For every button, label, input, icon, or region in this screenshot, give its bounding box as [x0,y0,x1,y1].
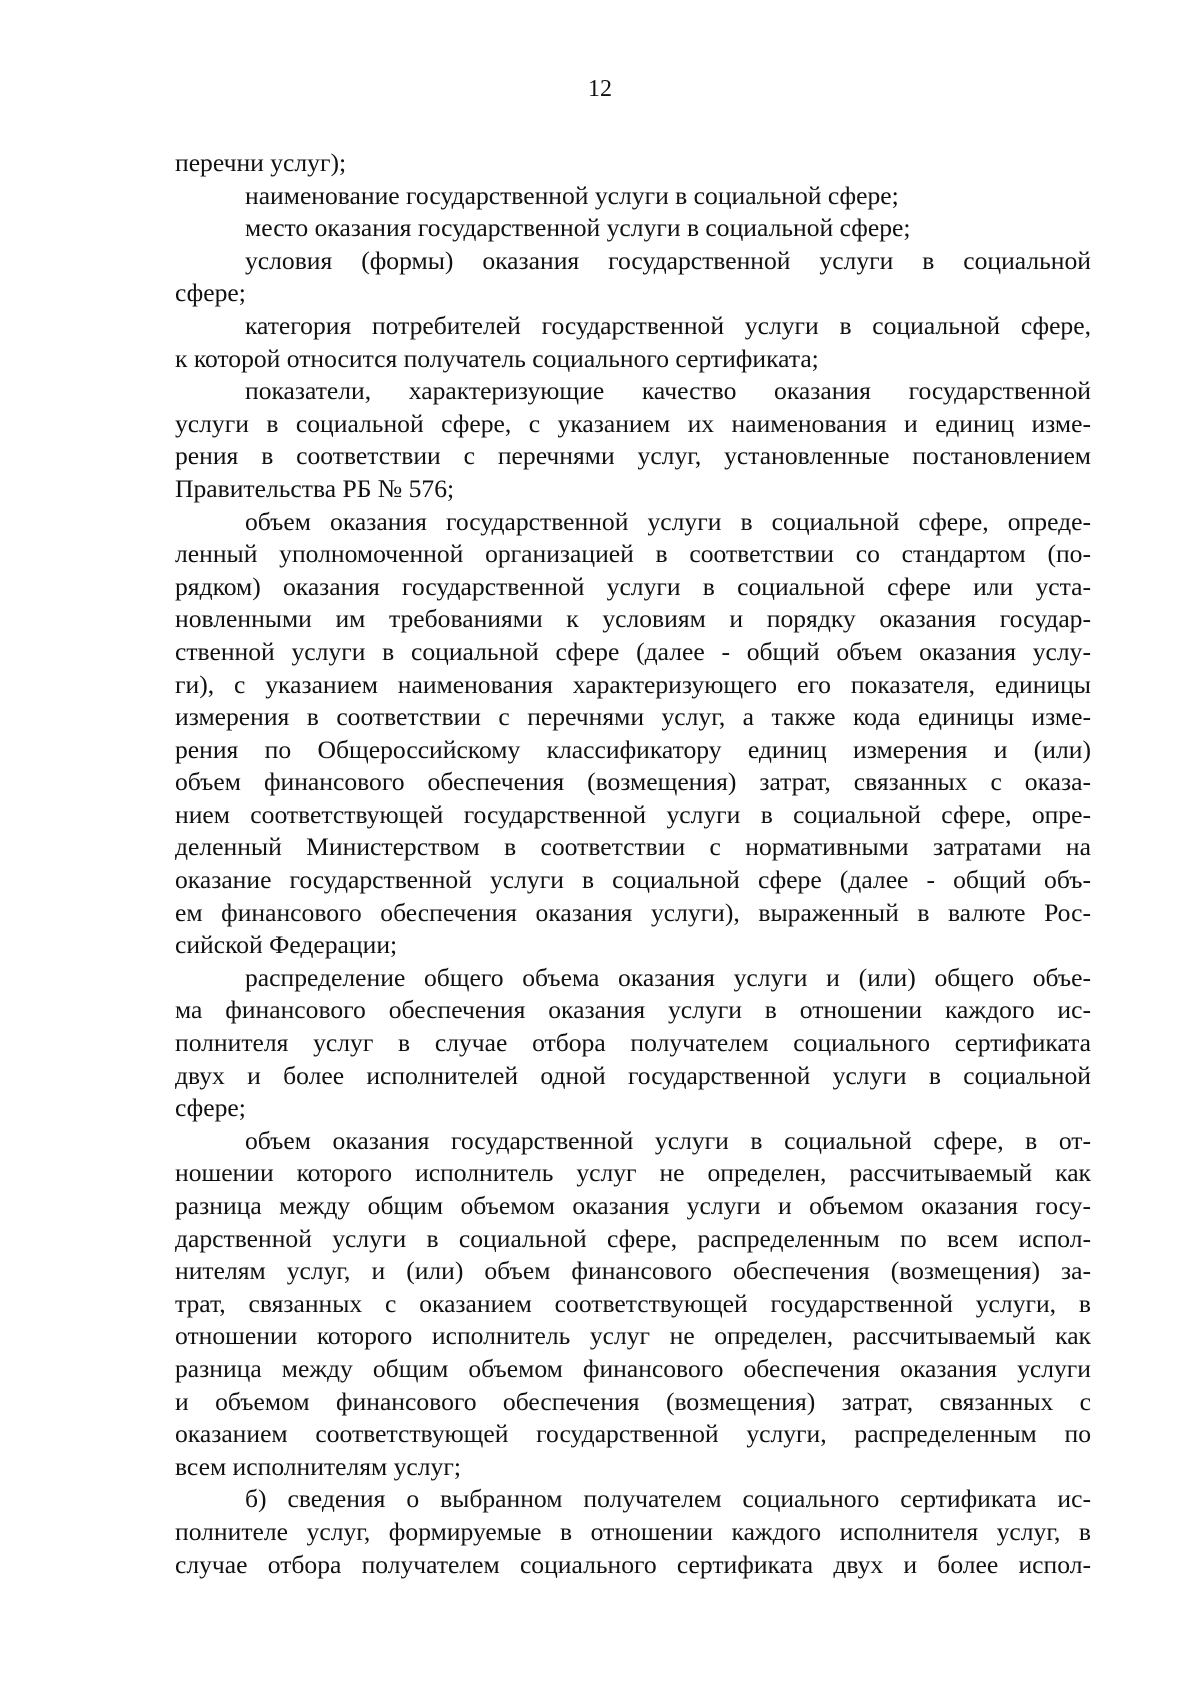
text-line: объем оказания государственной услуги в социальной сфере, в от- [245,1125,1091,1155]
text-line: Правительства РБ № 576; [175,473,455,503]
text-line: распределение общего объема оказания услуги и (или) общего объе- [245,962,1091,992]
text-line: ем финансового обеспечения оказания услуги), выраженный в валюте Рос- [175,897,1091,927]
text-line: ги), с указанием наименования характеризующего его показателя, единицы [175,669,1091,699]
text-line: б) сведения о выбранном получателем социального сертификата ис- [245,1484,1091,1514]
text-line: разница между общим объемом финансового обеспечения оказания услуги [175,1353,1091,1383]
text-line: перечни услуг); [175,148,347,177]
text-line: всем исполнителям услуг; [175,1451,461,1481]
text-line: ношении которого исполнитель услуг не определен, рассчитываемый как [175,1158,1091,1188]
text-line: деленный Министерством в соответствии с нормативными затратами на [175,832,1091,862]
text-line: ма финансового обеспечения оказания услуги в отношении каждого ис- [175,995,1091,1025]
text-line: и объемом финансового обеспечения (возмещения) затрат, связанных с [175,1386,1091,1416]
text-line: полнителе услуг, формируемые в отношении каждого исполнителя услуг, в [175,1516,1091,1546]
text-line: оказание государственной услуги в социальной сфере (далее - общий объ- [175,865,1091,895]
page-number: 12 [588,76,612,102]
text-line: показатели, характеризующие качество оказания государственной [245,376,1091,406]
text-line: место оказания государственной услуги в социальной сфере; [245,213,911,243]
text-line: рения в соответствии с перечнями услуг, установленные постановлением [175,441,1091,471]
text-line: условия (формы) оказания государственной услуги в социальной [245,245,1091,275]
text-line: измерения в соответствии с перечнями услуг, а также кода единицы изме- [175,702,1091,732]
text-line: ственной услуги в социальной сфере (далее - общий объем оказания услу- [175,636,1091,666]
text-line: двух и более исполнителей одной государственной услуги в социальной [175,1060,1091,1090]
document-body [175,147,1091,1581]
text-line: услуги в социальной сфере, с указанием их наименования и единиц изме- [175,408,1091,438]
text-line: новленными им требованиями к условиям и порядку оказания государ- [175,604,1091,634]
text-line: рения по Общероссийскому классификатору единиц измерения и (или) [175,734,1091,764]
text-line: сийской Федерации; [175,930,398,960]
text-line: объем оказания государственной услуги в социальной сфере, опреде- [245,506,1091,536]
text-line: полнителя услуг в случае отбора получателем социального сертификата [175,1028,1091,1058]
text-line: объем финансового обеспечения (возмещения) затрат, связанных с оказа- [175,767,1091,797]
text-line: дарственной услуги в социальной сфере, распределенным по всем испол- [175,1223,1091,1253]
text-line: трат, связанных с оказанием соответствующей государственной услуги, в [175,1288,1091,1318]
text-line: разница между общим объемом оказания услуги и объемом оказания госу- [175,1191,1091,1220]
text-line: случае отбора получателем социального сертификата двух и более испол- [175,1549,1091,1579]
text-line: к которой относится получатель социального сертификата; [175,343,819,373]
text-line: ленный уполномоченной организацией в соответствии со стандартом (по- [175,539,1091,569]
text-line: нием соответствующей государственной услуги в социальной сфере, опре- [175,799,1091,829]
text-line: рядком) оказания государственной услуги в социальной сфере или уста- [175,571,1091,601]
text-line: отношении которого исполнитель услуг не определен, рассчитываемый как [175,1321,1091,1351]
text-line: нителям услуг, и (или) объем финансового обеспечения (возмещения) за- [175,1256,1091,1286]
text-line: сфере; [175,1093,246,1123]
text-line: сфере; [175,278,246,308]
text-line: оказанием соответствующей государственной услуги, распределенным по [175,1419,1091,1449]
text-line: категория потребителей государственной услуги в социальной сфере, [245,310,1091,340]
text-line: наименование государственной услуги в социальной сфере; [245,180,899,210]
